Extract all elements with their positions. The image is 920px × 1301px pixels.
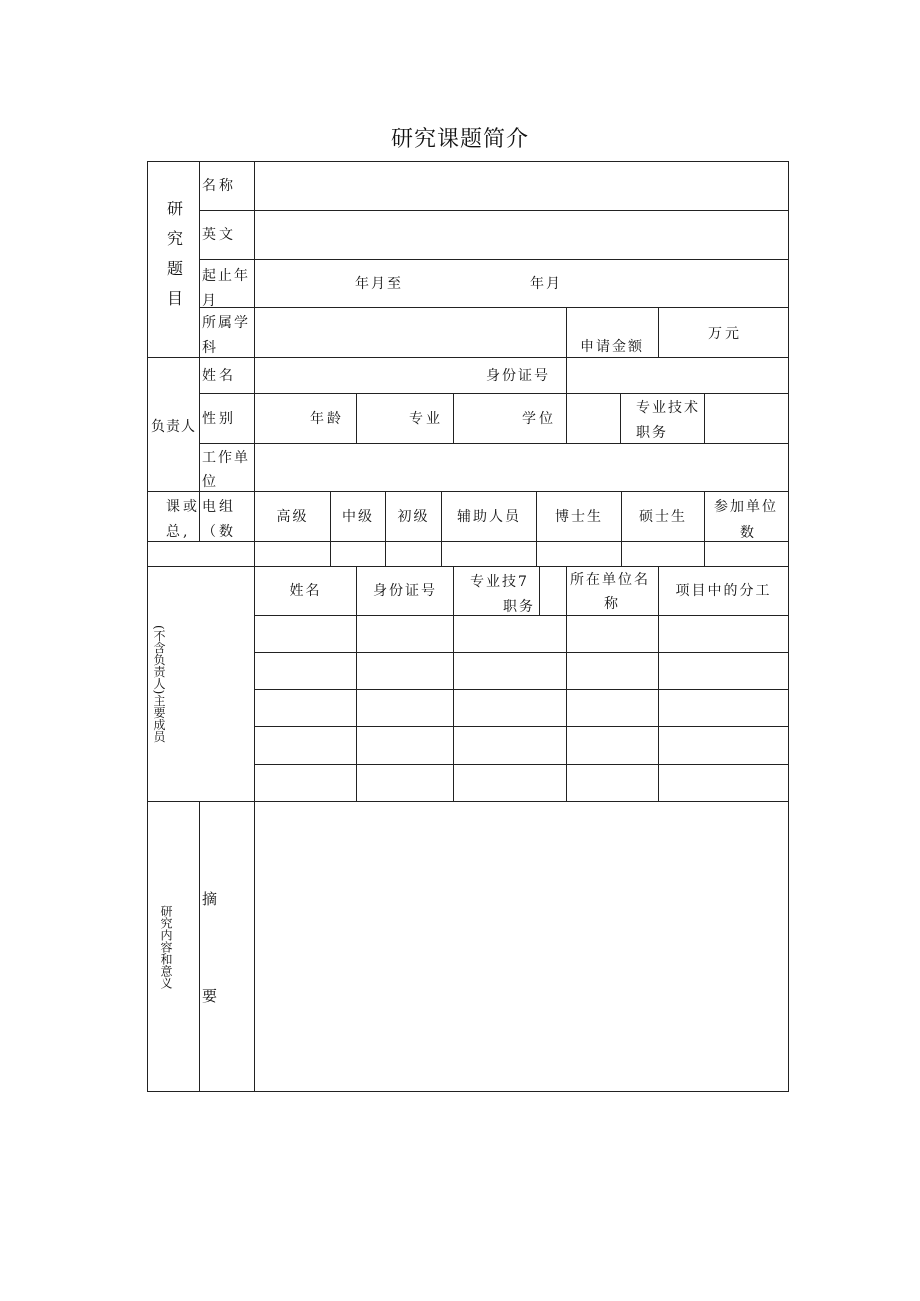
topic-period-label-cont: 月	[202, 293, 216, 309]
member-cell[interactable]	[255, 616, 356, 652]
members-col-title-cont: 职务	[503, 599, 535, 615]
member-cell[interactable]	[659, 616, 788, 652]
table-rule	[658, 307, 659, 358]
members-col-id: 身份证号	[373, 583, 437, 599]
member-cell[interactable]	[454, 727, 566, 763]
leader-title-label-cont: 职务	[636, 425, 668, 441]
leader-id-label: 身份证号	[486, 368, 550, 384]
leader-unit-field[interactable]	[255, 444, 788, 491]
period-start-text[interactable]: 年月至	[355, 276, 403, 292]
table-rule	[566, 393, 567, 444]
topic-english-label: 英文	[202, 227, 236, 243]
table-rule	[566, 307, 567, 358]
group-header-junior: 初级	[397, 508, 430, 525]
count-mid-field[interactable]	[331, 542, 385, 566]
funding-label: 申请金额	[580, 339, 644, 355]
leader-major-label: 专业	[409, 411, 443, 427]
members-col-title: 专业技7	[470, 574, 529, 590]
member-cell[interactable]	[567, 616, 658, 652]
abstract-label: 摘	[202, 890, 218, 908]
member-cell[interactable]	[255, 653, 356, 689]
group-label-line2: 总,	[166, 524, 191, 540]
members-section-label: (不含负责人)主要成员	[152, 625, 166, 743]
member-cell[interactable]	[255, 727, 356, 763]
content-section-label: 研究内容和意义	[159, 904, 173, 989]
member-cell[interactable]	[357, 727, 453, 763]
topic-name-label: 名称	[202, 178, 236, 194]
table-rule	[453, 393, 454, 444]
table-rule	[199, 259, 789, 260]
count-junior-field[interactable]	[386, 542, 441, 566]
group-header-senior: 高级	[276, 508, 309, 525]
leader-id-field[interactable]	[567, 358, 788, 393]
leader-age-label: 年龄	[310, 411, 344, 427]
table-rule	[788, 161, 789, 1092]
abstract-label-cont: 要	[202, 987, 218, 1005]
table-rule	[539, 566, 540, 616]
member-cell[interactable]	[357, 653, 453, 689]
member-cell[interactable]	[454, 616, 566, 652]
leader-name-label: 姓名	[202, 368, 236, 384]
group-label-b: 电组	[202, 499, 236, 515]
table-rule	[147, 1091, 789, 1092]
discipline-field[interactable]	[255, 308, 566, 357]
member-cell[interactable]	[454, 765, 566, 801]
topic-section-label: 研究题目	[164, 199, 184, 320]
leader-degree-label: 学位	[522, 411, 556, 427]
funding-unit[interactable]: 万元	[708, 326, 742, 342]
topic-name-field[interactable]	[255, 162, 788, 210]
member-cell[interactable]	[567, 653, 658, 689]
leader-name-field[interactable]	[255, 358, 475, 393]
members-col-role: 项目中的分工	[675, 583, 772, 599]
group-header-assistant: 辅助人员	[457, 508, 521, 525]
group-header-phd: 博士生	[555, 508, 603, 525]
members-col-unit: 所在单位名	[570, 572, 650, 588]
leader-unit-label: 工作单	[202, 450, 250, 466]
member-cell[interactable]	[567, 727, 658, 763]
member-cell[interactable]	[357, 616, 453, 652]
table-rule	[620, 393, 621, 444]
table-rule	[199, 161, 200, 542]
count-senior-field[interactable]	[255, 542, 330, 566]
group-header-units: 参加单位	[714, 499, 778, 515]
member-cell[interactable]	[454, 653, 566, 689]
leader-section-label: 负责人	[151, 419, 196, 435]
table-rule	[199, 801, 200, 1092]
member-cell[interactable]	[255, 690, 356, 726]
members-col-unit-cont: 称	[604, 596, 618, 612]
count-units-field[interactable]	[705, 542, 788, 566]
abstract-textarea[interactable]	[255, 802, 788, 1091]
member-cell[interactable]	[454, 690, 566, 726]
table-rule	[199, 393, 789, 394]
topic-period-label: 起止年	[202, 268, 250, 284]
table-rule	[356, 393, 357, 444]
member-cell[interactable]	[567, 690, 658, 726]
count-master-field[interactable]	[622, 542, 704, 566]
member-cell[interactable]	[255, 765, 356, 801]
count-phd-field[interactable]	[537, 542, 621, 566]
group-header-units-cont: 数	[740, 525, 754, 541]
group-label-line2-b: （数	[202, 524, 236, 540]
group-header-master: 硕士生	[639, 508, 687, 525]
count-assistant-field[interactable]	[442, 542, 536, 566]
page-title: 研究课题简介	[390, 127, 529, 152]
discipline-label: 所属学	[202, 315, 250, 331]
topic-english-field[interactable]	[255, 211, 788, 259]
member-cell[interactable]	[659, 690, 788, 726]
group-header-mid: 中级	[342, 508, 374, 525]
leader-title-label: 专业技术	[636, 400, 700, 416]
leader-unit-label-cont: 位	[202, 474, 216, 490]
group-label: 课或	[166, 499, 200, 515]
member-cell[interactable]	[659, 653, 788, 689]
discipline-label-cont: 科	[202, 340, 216, 356]
member-cell[interactable]	[357, 765, 453, 801]
period-end-text[interactable]: 年月	[530, 276, 562, 292]
members-col-name: 姓名	[289, 583, 322, 599]
leader-title-field[interactable]	[705, 394, 788, 443]
member-cell[interactable]	[357, 690, 453, 726]
member-cell[interactable]	[567, 765, 658, 801]
member-cell[interactable]	[659, 765, 788, 801]
leader-gender-label: 性别	[202, 411, 236, 427]
member-cell[interactable]	[659, 727, 788, 763]
